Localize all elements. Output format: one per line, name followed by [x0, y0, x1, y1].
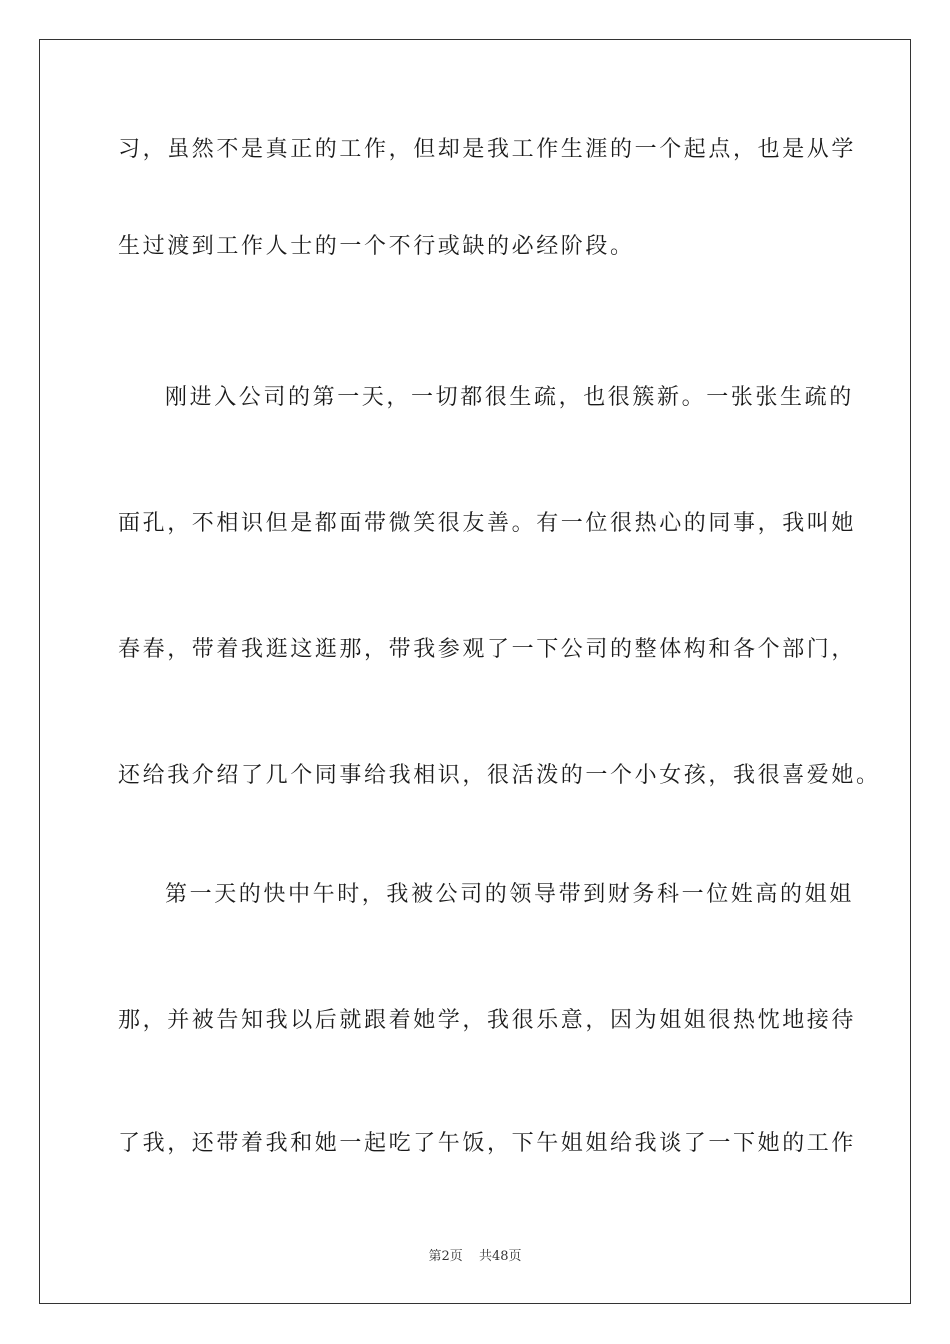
text-line: 面孔，不相识但是都面带微笑很友善。有一位很热心的同事，我叫她: [118, 511, 857, 536]
text-line: 还给我介绍了几个同事给我相识，很活泼的一个小女孩，我很喜爱她。: [118, 763, 881, 788]
text-line: 生过渡到工作人士的一个不行或缺的必经阶段。: [118, 234, 635, 259]
page-border: [39, 39, 911, 1304]
text-line: 那，并被告知我以后就跟着她学，我很乐意，因为姐姐很热忱地接待: [118, 1008, 857, 1033]
page-total: 共48页: [478, 1249, 522, 1264]
paragraph-start-line: 第一天的快中午时，我被公司的领导带到财务科一位姓高的姐姐: [165, 882, 854, 907]
text-line: 春春，带着我逛这逛那，带我参观了一下公司的整体构和各个部门，: [118, 637, 857, 662]
page-footer: [0, 1248, 950, 1266]
text-line: 习，虽然不是真正的工作，但却是我工作生涯的一个起点，也是从学: [118, 137, 857, 162]
page-number: 第2页: [428, 1249, 463, 1264]
text-line: 了我，还带着我和她一起吃了午饭，下午姐姐给我谈了一下她的工作: [118, 1131, 857, 1156]
paragraph-start-line: 刚进入公司的第一天，一切都很生疏，也很簇新。一张张生疏的: [165, 385, 854, 410]
